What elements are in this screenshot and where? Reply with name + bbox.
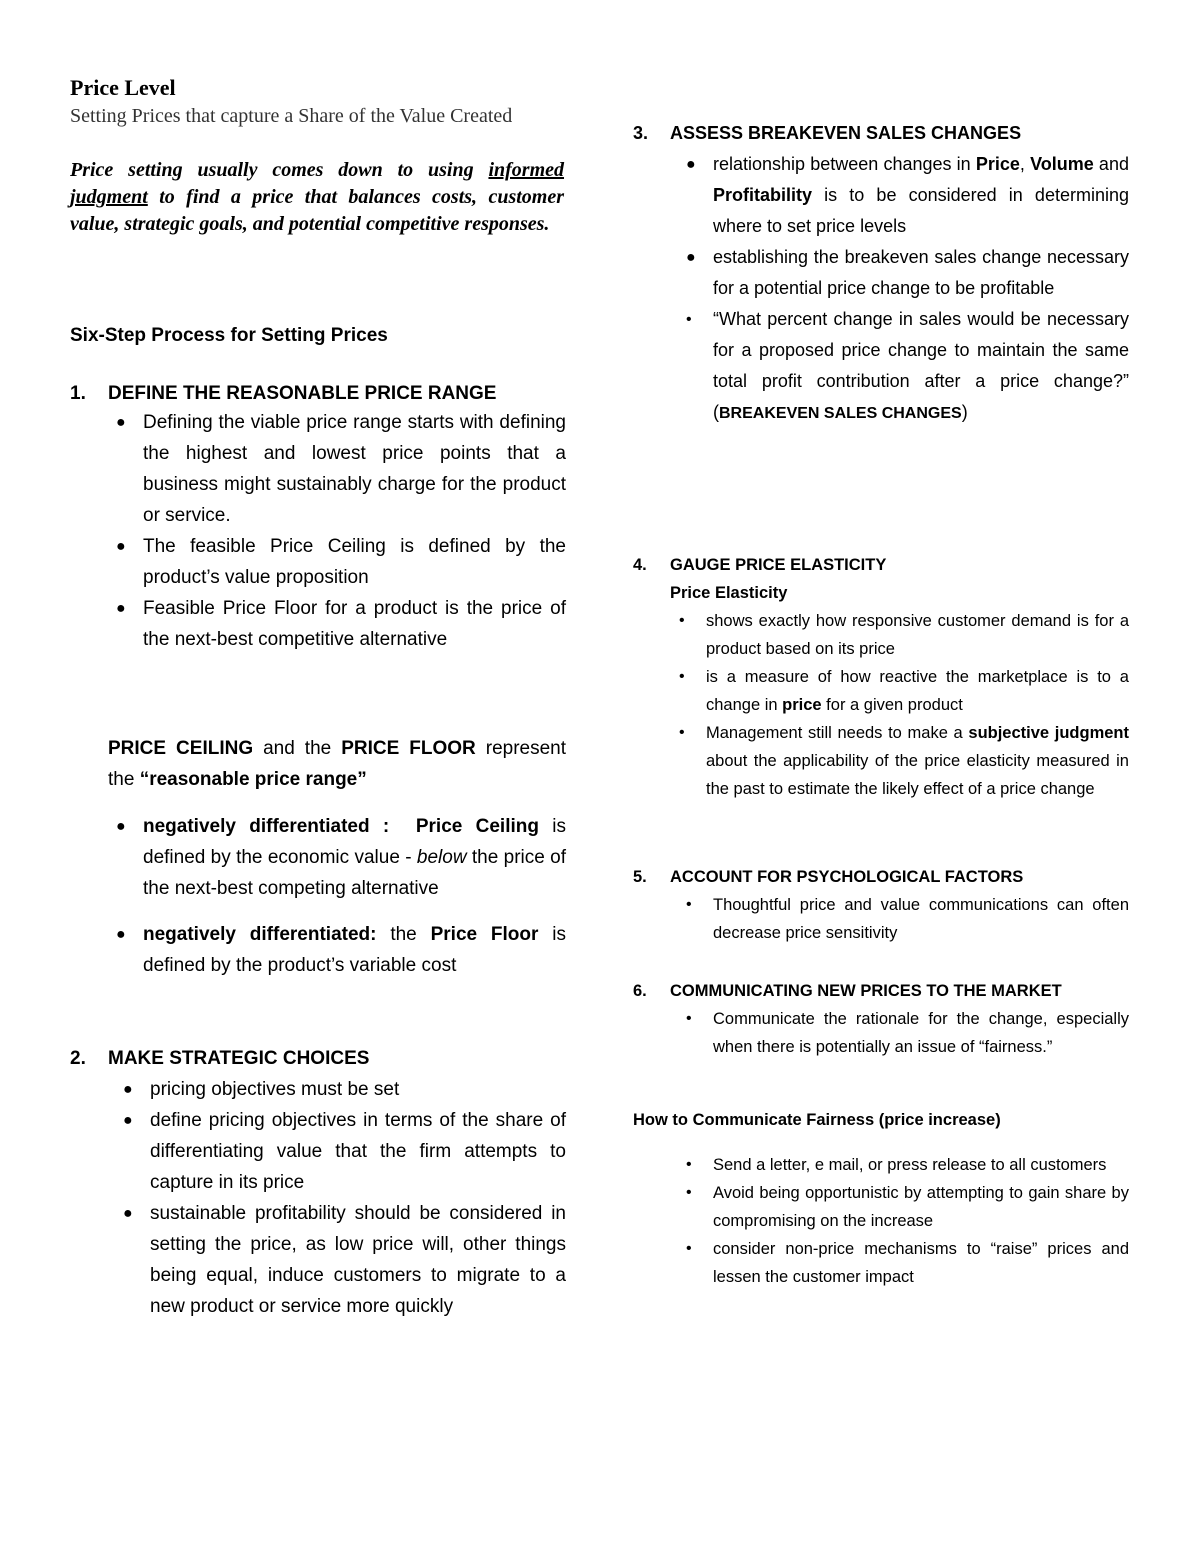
list-item: ● sustainable profitability should be considered in setting the price, as low price will, other things being equal, induce customers to migrate to a new product or service more quickly <box>123 1203 566 1317</box>
list-item: ● negatively differentiated : Price Ceiling is defined by the economic value - below the price of the next-best competing alternative <box>116 816 566 899</box>
diff-bullet-1 <box>116 811 566 904</box>
list-item: ● Defining the viable price range starts with defining the highest and lowest price points that a business might sustainably charge for the product or service. <box>116 412 566 526</box>
step3-heading-row <box>633 118 1129 149</box>
fairness-bullets <box>686 1151 1129 1291</box>
list-item: • consider non-price mechanisms to “raise” prices and lessen the customer impact <box>686 1240 1129 1286</box>
step4-subheading: Price Elasticity <box>670 584 788 602</box>
step4-heading: GAUGE PRICE ELASTICITY <box>670 556 887 574</box>
step1-bullets <box>116 407 566 655</box>
fairness-heading: How to Communicate Fairness (price increase) <box>633 1111 1001 1129</box>
list-item: • Communicate the rationale for the change, especially when there is potentially an issue of “fairness.” <box>686 1010 1129 1056</box>
diff-bullet-2 <box>116 919 566 981</box>
intro-paragraph <box>70 157 564 238</box>
step4-heading-row <box>633 551 1129 579</box>
step5-heading: ACCOUNT FOR PSYCHOLOGICAL FACTORS <box>670 868 1024 886</box>
step4-number: 4. <box>633 556 647 574</box>
step3-number: 3. <box>633 123 649 143</box>
step6-number: 6. <box>633 982 647 1000</box>
list-item: ● establishing the breakeven sales change necessary for a potential price change to be profitable <box>686 247 1129 298</box>
list-item: • is a measure of how reactive the marketplace is to a change in price for a given product <box>679 668 1129 714</box>
intro-text-1: Price setting usually comes down to using <box>70 159 474 181</box>
list-item: • Send a letter, e mail, or press release to all customers <box>686 1156 1107 1174</box>
list-item: ● negatively differentiated: the Price Floor is defined by the product’s variable cost <box>116 924 566 976</box>
process-heading: Six-Step Process for Setting Prices <box>70 325 388 346</box>
step5-number: 5. <box>633 868 647 886</box>
step6-bullets <box>686 1005 1129 1061</box>
step2-heading-row <box>70 1043 566 1074</box>
step4-bullets <box>679 607 1130 803</box>
intro-underlined: informed judgment <box>70 159 565 208</box>
step3-heading: ASSESS BREAKEVEN SALES CHANGES <box>670 123 1022 143</box>
step5-heading-row <box>633 863 1129 891</box>
step5-bullets <box>686 891 1129 947</box>
list-item: • “What percent change in sales would be necessary for a proposed price change to maintain the same total profit contribution after a price change?” (BREAKEVEN SALES CHANGES) <box>686 309 1129 422</box>
step2-bullets <box>123 1074 566 1322</box>
step6-heading: COMMUNICATING NEW PRICES TO THE MARKET <box>670 982 1062 1000</box>
list-item: ● The feasible Price Ceiling is defined by the product’s value proposition <box>116 536 566 588</box>
step1-heading-row <box>70 378 566 409</box>
list-item: • Avoid being opportunistic by attempting to gain share by compromising on the increase <box>686 1184 1129 1230</box>
step6-heading-row <box>633 977 1129 1005</box>
step1-heading: DEFINE THE REASONABLE PRICE RANGE <box>108 383 497 404</box>
step2-number: 2. <box>70 1048 86 1069</box>
page-subtitle: Setting Prices that capture a Share of the Value Created <box>70 105 513 127</box>
step3-bullets <box>686 149 1129 429</box>
list-item: • Management still needs to make a subjective judgment about the applicability of the price elasticity measured in the past to estimate the likely effect of a price change <box>679 724 1130 798</box>
step2-heading: MAKE STRATEGIC CHOICES <box>108 1048 370 1069</box>
list-item: ● relationship between changes in Price, Volume and Profitability is to be considered in determining where to set price levels <box>686 154 1129 236</box>
page-title: Price Level <box>70 75 176 100</box>
list-item: • shows exactly how responsive customer demand is for a product based on its price <box>679 612 1129 658</box>
list-item: ● define pricing objectives in terms of the share of differentiating value that the firm attempts to capture in its price <box>123 1110 566 1193</box>
list-item: ● pricing objectives must be set <box>123 1079 400 1100</box>
list-item: ● Feasible Price Floor for a product is the price of the next-best competitive alternative <box>116 598 566 650</box>
list-item: • Thoughtful price and value communications can often decrease price sensitivity <box>686 896 1129 942</box>
range-paragraph: PRICE CEILING and the PRICE FLOOR represent the “reasonable price range” <box>108 738 567 790</box>
intro-text-2: to find a price that balances costs, customer value, strategic goals, and potential competitive responses. <box>70 186 565 235</box>
step1-number: 1. <box>70 383 86 404</box>
